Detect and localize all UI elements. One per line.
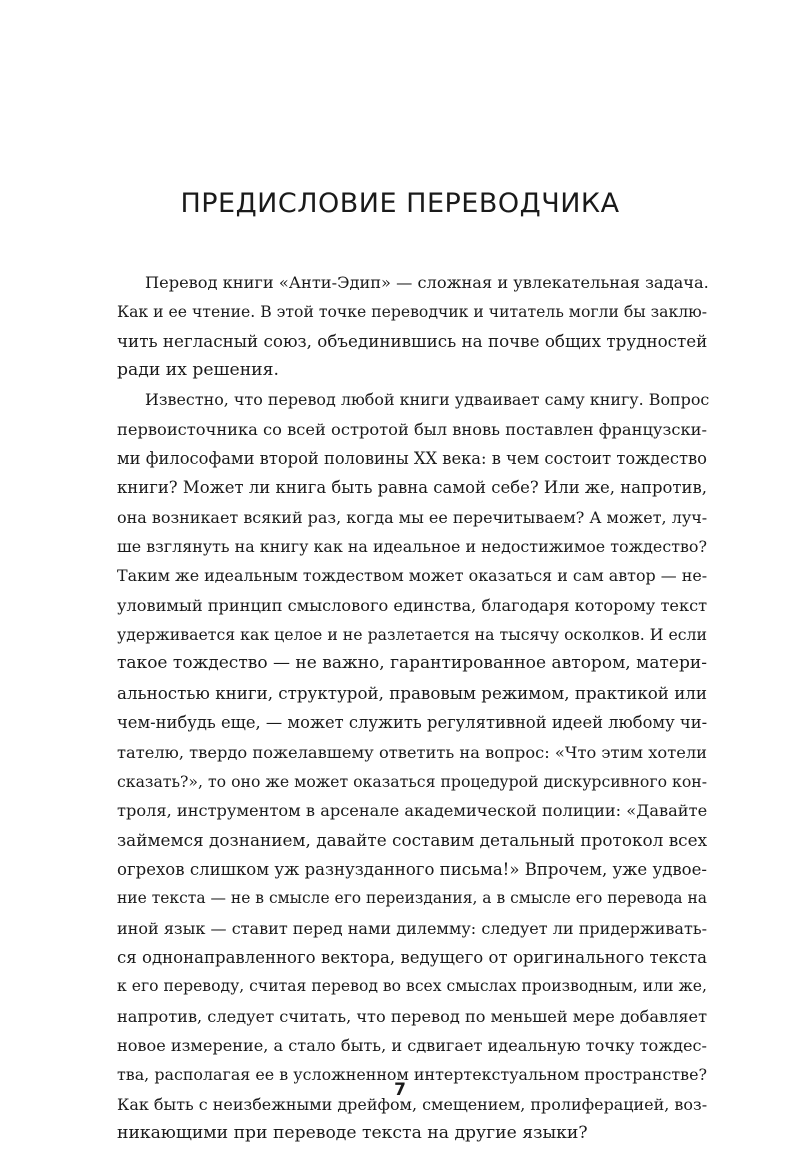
text-line: альностью книги, структурой, правовым режимом, практикой или (117, 683, 708, 703)
text-line: иной язык — ставит перед нами дилемму: следует ли придерживать- (117, 918, 707, 938)
text-line: удерживается как целое и не разлетается на тысячу осколков. И если (117, 625, 708, 645)
text-line: никающими при переводе текста на другие языки? (117, 1122, 588, 1143)
text-line: напротив, следует считать, что перевод по меньшей мере добавляет (117, 1006, 708, 1026)
text-line: Перевод книги «Анти-Эдип» — сложная и увлекательная задача. (145, 273, 709, 292)
text-line: новое измерение, а стало быть, и сдвигает идеальную точку тождес- (117, 1035, 707, 1055)
text-line: Как и ее чтение. В этой точке переводчик и читатель могли бы заклю- (117, 302, 708, 322)
text-line: тва, располагая ее в усложненном интертекстуальном пространстве? (117, 1065, 707, 1085)
chapter-title: ПРЕДИСЛОВИЕ ПЕРЕВОДЧИКА (180, 188, 620, 219)
text-line: сказать?», то оно же может оказаться процедурой дискурсивного кон- (117, 771, 707, 791)
body-text (117, 268, 710, 1148)
text-line: ми философами второй половины XX века: в чем состоит тождество (117, 449, 707, 469)
text-line: ся однонаправленного вектора, ведущего от оригинального текста (117, 947, 707, 967)
page-number: 7 (394, 1080, 406, 1100)
paragraph (117, 268, 707, 385)
text-line: ше взглянуть на книгу как на идеальное и недостижимое тождество? (117, 537, 707, 557)
text-line: первоисточника со всей остротой был вновь поставлен французски- (117, 419, 707, 439)
text-line: займемся дознанием, давайте составим детальный протокол всех (117, 829, 708, 850)
paragraph (117, 385, 710, 1148)
text-line: Как быть с неизбежными дрейфом, смещением, пролиферацией, воз- (117, 1094, 708, 1114)
text-line: Известно, что перевод любой книги удваивает саму книгу. Вопрос (145, 390, 710, 410)
text-line: ние текста — не в смысле его переиздания, а в смысле его перевода на (117, 889, 707, 908)
text-line: она возникает всякий раз, когда мы ее перечитываем? А может, луч- (117, 507, 708, 527)
text-line: тателю, твердо пожелавшему ответить на вопрос: «Что этим хотели (117, 742, 707, 762)
text-line: книги? Может ли книга быть равна самой себе? Или же, напротив, (117, 478, 707, 498)
text-line: ради их решения. (117, 360, 279, 381)
text-line: чить негласный союз, объединившись на почве общих трудностей (117, 330, 708, 351)
text-line: чем-нибудь еще, — может служить регулятивной идеей любому чи- (117, 713, 708, 733)
text-line: к его переводу, считая перевод во всех смыслах производным, или же, (117, 977, 707, 996)
text-line: огрехов слишком уж разнузданного письма!» Впрочем, уже удвое- (117, 859, 707, 879)
text-line: троля, инструментом в арсенале академической полиции: «Давайте (117, 801, 708, 821)
text-line: такое тождество — не важно, гарантированное автором, матери- (117, 653, 707, 674)
text-line: Таким же идеальным тождеством может оказаться и сам автор — не- (117, 566, 708, 586)
text-line: уловимый принцип смыслового единства, благодаря которому текст (117, 595, 708, 615)
